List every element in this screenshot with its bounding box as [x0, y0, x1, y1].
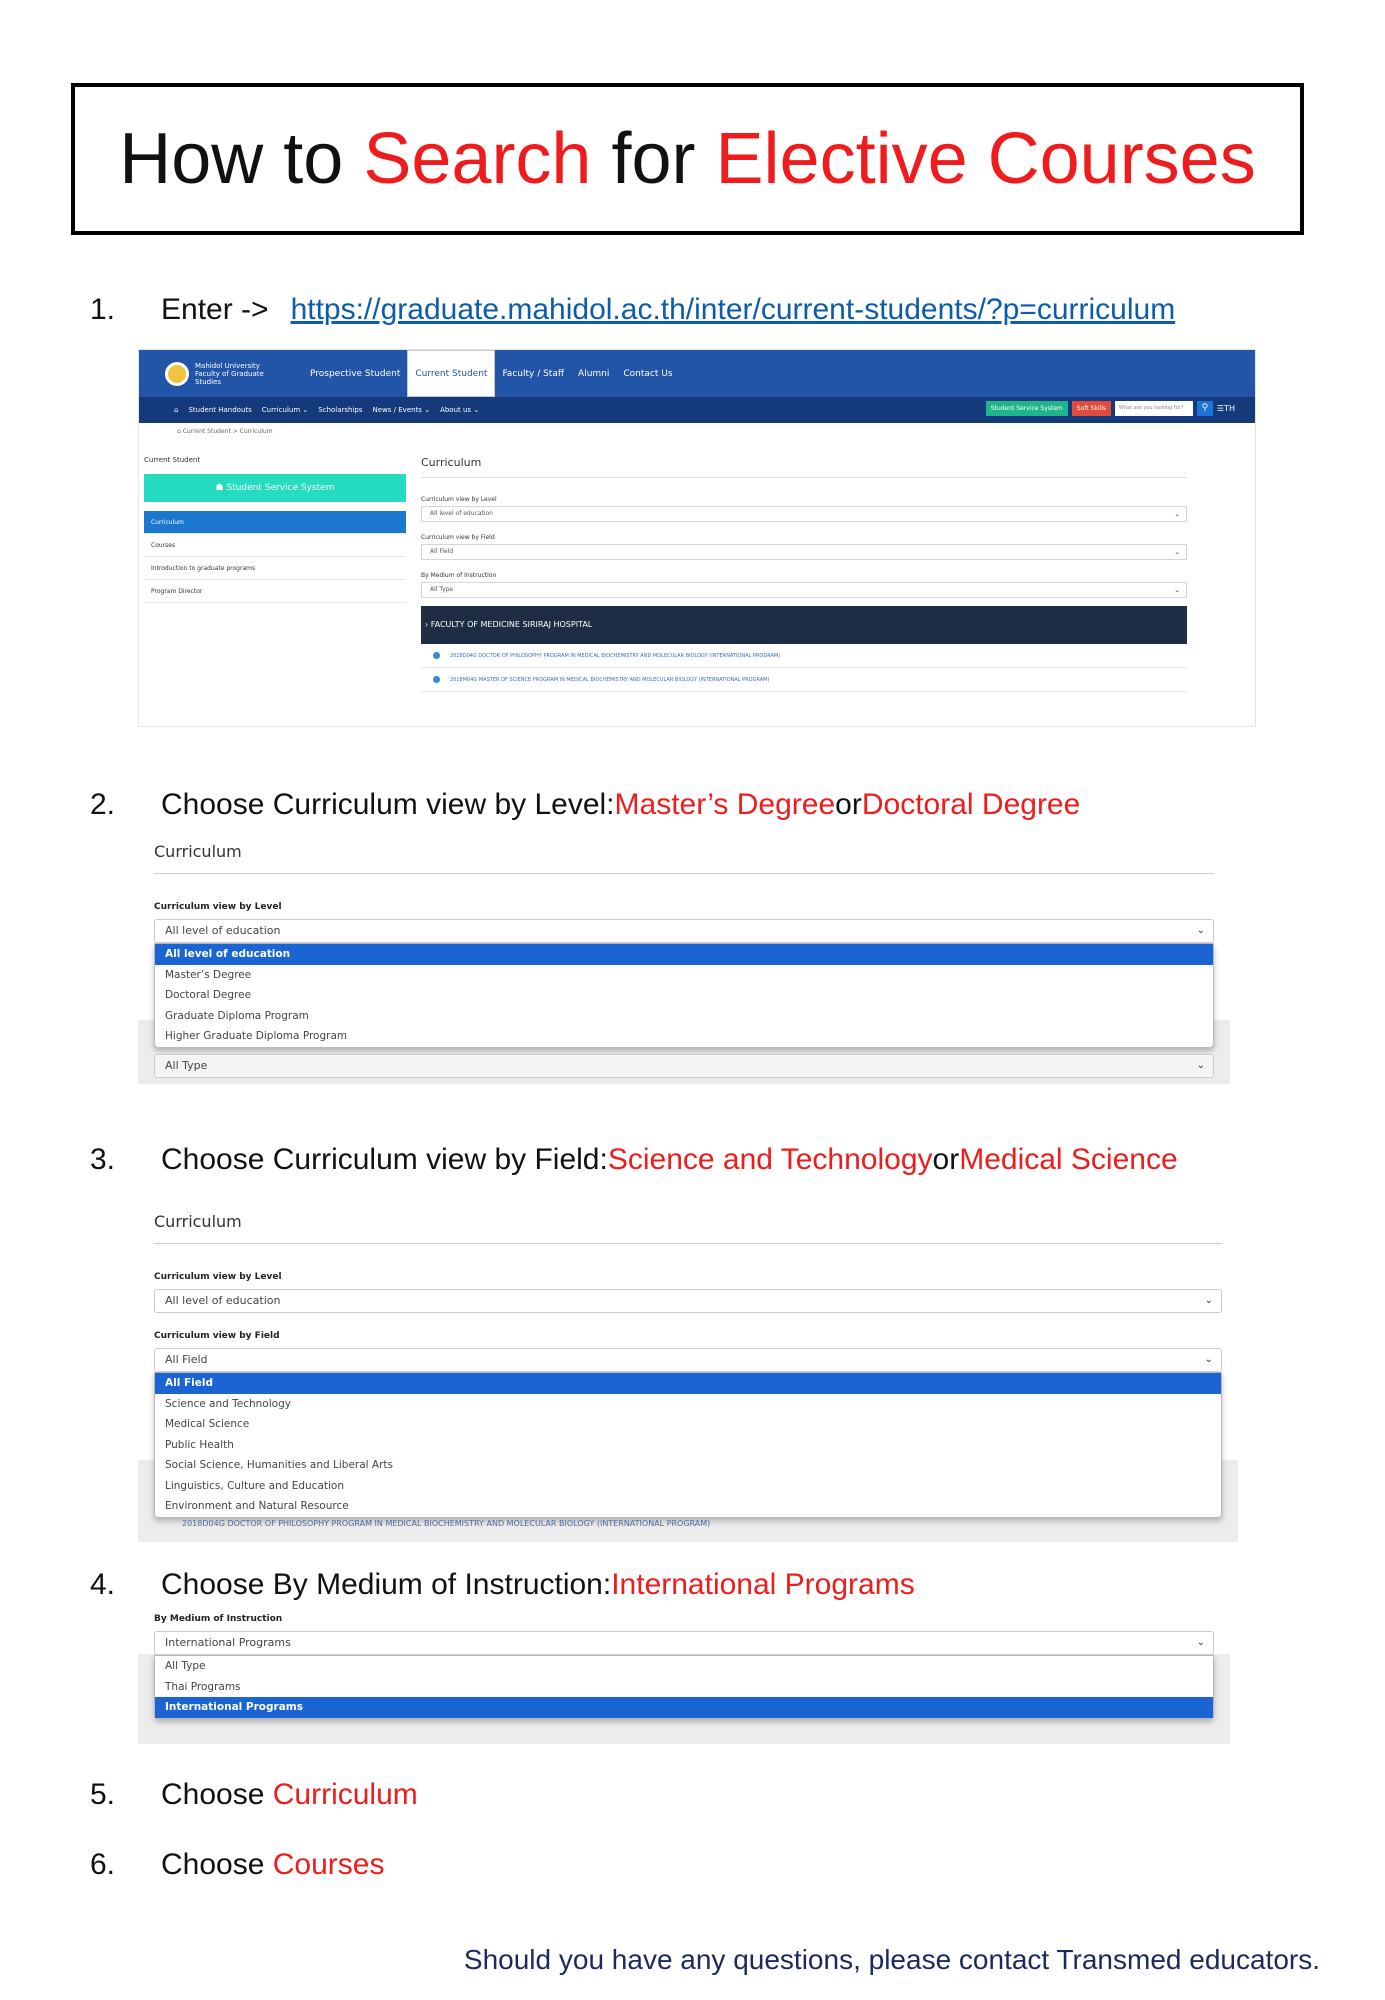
menu-icon: ☰ — [1216, 404, 1225, 413]
field-option[interactable]: Linguistics, Culture and Education — [165, 1479, 345, 1492]
step-2: 2. Choose Curriculum view by Level: Master’s Degree or Doctoral Degree — [90, 788, 1081, 821]
contact-note: Should you have any questions, please contact Transmed educators. — [463, 1944, 1320, 1975]
chevron-down-icon: ⌄ — [1204, 1295, 1213, 1306]
level-option[interactable]: Master’s Degree — [165, 968, 252, 981]
search-input[interactable]: What are you looking for? — [1115, 401, 1193, 416]
medium-label: By Medium of Instruction — [421, 572, 497, 579]
chevron-down-icon: ⌄ — [1174, 510, 1180, 518]
medium-options — [154, 1655, 1214, 1719]
curriculum-heading: Curriculum — [154, 1212, 1222, 1244]
home-icon[interactable]: ⌂ — [174, 406, 179, 414]
step-4: 4. Choose By Medium of Instruction: International Programs — [90, 1568, 915, 1601]
language-toggle[interactable]: ☰TH — [1216, 404, 1235, 413]
step-3: 3. Choose Curriculum view by Field: Science and Technology or Medical Science — [90, 1143, 1178, 1176]
level-label: Curriculum view by Level — [154, 1272, 282, 1282]
step-1: 1. Enter -> https://graduate.mahidol.ac.th/inter/current-students/?p=curriculum — [90, 293, 1176, 326]
graduation-cap-icon: ☗ — [215, 483, 224, 493]
nav-alumni[interactable]: Alumni — [578, 368, 610, 379]
field-label: Curriculum view by Field — [154, 1331, 280, 1341]
nav-contact-us[interactable]: Contact Us — [623, 368, 673, 379]
medium-select[interactable]: All Type ⌄ — [154, 1054, 1214, 1078]
field-options — [154, 1372, 1222, 1518]
chevron-down-icon: ⌄ — [1196, 925, 1205, 936]
sidebar-item-courses[interactable]: Courses — [144, 534, 406, 557]
search-icon[interactable]: ⚲ — [1197, 401, 1213, 416]
subnav-curriculum[interactable]: Curriculum ⌄ — [261, 406, 309, 414]
sidebar-menu — [144, 511, 406, 603]
sub-navbar — [139, 397, 1255, 423]
level-label: Curriculum view by Level — [421, 496, 497, 503]
level-dropdown-screenshot — [138, 828, 1230, 1084]
level-select[interactable]: All level of education ⌄ — [154, 919, 1214, 943]
page-title: How to Search for Elective Courses — [119, 119, 1256, 199]
subnav-student-handouts[interactable]: Student Handouts — [188, 406, 252, 414]
sidebar-title: Current Student — [144, 456, 201, 464]
chevron-right-icon: › — [425, 620, 429, 629]
nav-faculty-staff[interactable]: Faculty / Staff — [502, 368, 565, 379]
program-row[interactable]: 2018D04G DOCTOR OF PHILOSOPHY PROGRAM IN MEDICAL BIOCHEMISTRY AND MOLECULAR BIOLOGY (INTERNATIONAL PROGRAM) — [182, 1518, 711, 1528]
chevron-down-icon: ⌄ — [473, 406, 480, 414]
subnav-scholarships[interactable]: Scholarships — [318, 406, 363, 414]
program-row[interactable]: 2018D04G DOCTOR OF PHILOSOPHY PROGRAM IN MEDICAL BIOCHEMISTRY AND MOLECULAR BIOLOGY (INTERNATIONAL PROGRAM) — [421, 644, 1187, 668]
chevron-down-icon: ⌄ — [1174, 586, 1180, 594]
student-service-system-button[interactable]: Student Service System — [986, 401, 1068, 416]
medium-dropdown-screenshot — [138, 1614, 1230, 1744]
level-label: Curriculum view by Level — [154, 902, 282, 912]
level-option[interactable]: Higher Graduate Diploma Program — [165, 1030, 348, 1042]
program-row[interactable]: 2018M04G MASTER OF SCIENCE PROGRAM IN MEDICAL BIOCHEMISTRY AND MOLECULAR BIOLOGY (INTERNATIONAL PROGRAM) — [421, 668, 1187, 692]
field-select[interactable]: All Field ⌄ — [421, 544, 1187, 560]
field-option[interactable]: Public Health — [165, 1438, 234, 1451]
nav-prospective-student[interactable]: Prospective Student — [310, 368, 401, 379]
curriculum-link[interactable]: https://graduate.mahidol.ac.th/inter/current-students/?p=curriculum — [290, 293, 1176, 326]
top-navbar — [139, 350, 1255, 397]
level-option[interactable]: All level of education — [155, 944, 1213, 965]
level-option[interactable]: Doctoral Degree — [165, 989, 252, 1001]
chevron-down-icon: ⌄ — [1196, 1637, 1205, 1648]
breadcrumb: ⌂ Current Student > Curriculum — [177, 428, 273, 435]
field-option[interactable]: Environment and Natural Resource — [165, 1500, 349, 1512]
field-select[interactable]: All Field ⌄ — [154, 1348, 1222, 1372]
university-logo-icon — [165, 362, 189, 386]
chevron-down-icon: ⌄ — [424, 406, 431, 414]
field-option[interactable]: Science and Technology — [165, 1397, 291, 1410]
level-options — [154, 943, 1214, 1048]
sidebar — [144, 456, 406, 603]
sidebar-item-program-director[interactable]: Program Director — [144, 580, 406, 603]
medium-option[interactable]: International Programs — [155, 1697, 1213, 1718]
medium-label: By Medium of Instruction — [154, 1614, 283, 1624]
chevron-down-icon: ⌄ — [302, 406, 309, 414]
step-5: 5. Choose Curriculum — [90, 1778, 418, 1811]
main-content — [421, 456, 1187, 692]
medium-select[interactable]: International Programs ⌄ — [154, 1631, 1214, 1655]
sidebar-item-introduction[interactable]: Introduction to graduate programs — [144, 557, 406, 580]
field-dropdown-screenshot — [138, 1198, 1238, 1542]
field-option[interactable]: Social Science, Humanities and Liberal Arts — [165, 1459, 394, 1471]
chevron-down-icon: ⌄ — [1174, 548, 1180, 556]
field-option[interactable]: All Field — [155, 1373, 1221, 1394]
sidebar-student-service-button[interactable]: ☗ Student Service System — [144, 474, 406, 502]
logo-text: Mahidol University Faculty of Graduate Studies — [195, 361, 264, 386]
medium-option[interactable]: Thai Programs — [165, 1680, 241, 1693]
chevron-down-icon: ⌄ — [1204, 1354, 1213, 1365]
website-screenshot — [138, 349, 1256, 727]
globe-icon — [433, 676, 440, 683]
level-select[interactable]: All level of education ⌄ — [154, 1289, 1222, 1313]
medium-option[interactable]: All Type — [165, 1660, 206, 1672]
subnav-news-events[interactable]: News / Events ⌄ — [372, 406, 431, 414]
step-6: 6. Choose Courses — [90, 1848, 385, 1881]
curriculum-heading: Curriculum — [421, 456, 1187, 478]
field-option[interactable]: Medical Science — [165, 1418, 250, 1430]
title-box — [71, 83, 1304, 235]
sidebar-item-curriculum[interactable]: Curriculum — [144, 511, 406, 534]
globe-icon — [433, 652, 440, 659]
nav-current-student[interactable]: Current Student — [407, 350, 495, 397]
field-label: Curriculum view by Field — [421, 534, 495, 541]
home-icon[interactable]: ⌂ — [177, 428, 181, 435]
subnav-about-us[interactable]: About us ⌄ — [440, 406, 480, 414]
medium-select[interactable]: All Type ⌄ — [421, 582, 1187, 598]
soft-skills-button[interactable]: Soft Skills — [1072, 401, 1111, 416]
curriculum-heading: Curriculum — [154, 842, 1214, 874]
chevron-down-icon: ⌄ — [1196, 1059, 1205, 1071]
faculty-header[interactable]: › FACULTY OF MEDICINE SIRIRAJ HOSPITAL — [421, 606, 1187, 644]
level-select[interactable]: All level of education ⌄ — [421, 506, 1187, 522]
level-option[interactable]: Graduate Diploma Program — [165, 1009, 309, 1022]
